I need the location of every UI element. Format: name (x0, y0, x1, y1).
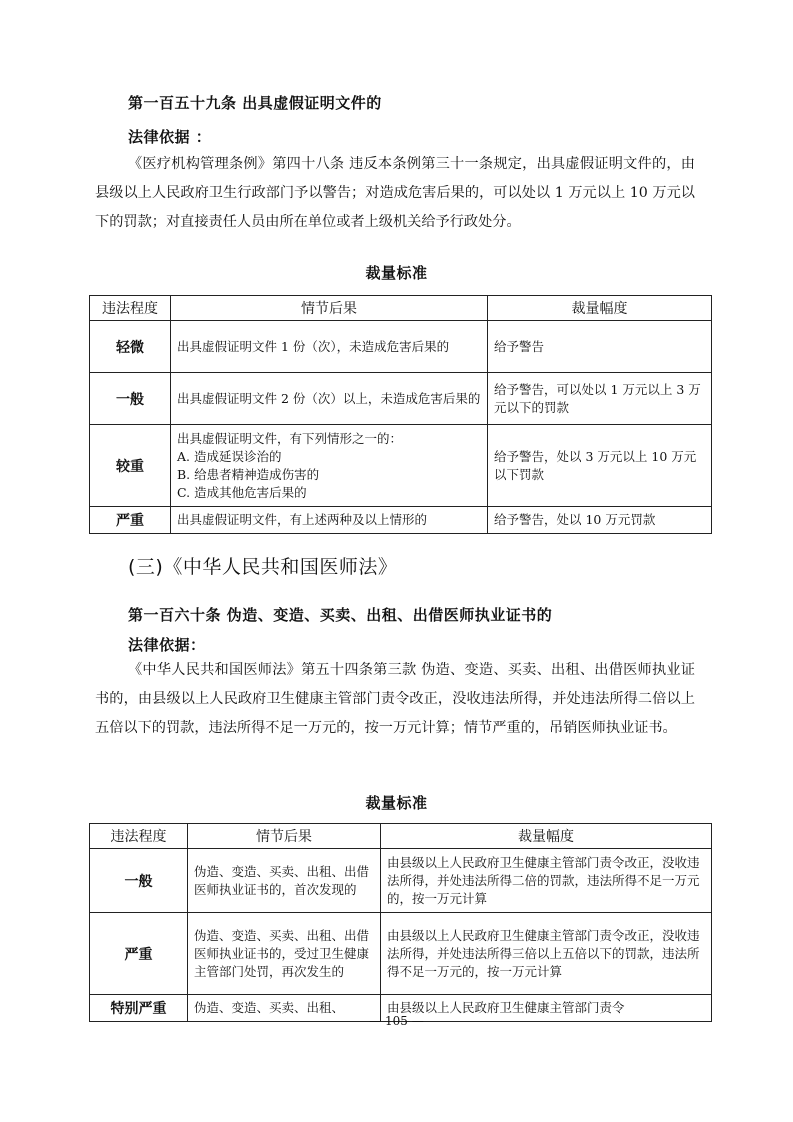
circumstance-line: B. 给患者精神造成伤害的 (177, 466, 320, 482)
row-level: 特别严重 (90, 995, 188, 1022)
row-circumstance: 出具虚假证明文件，有上述两种及以上情形的 (171, 507, 488, 534)
table-row (90, 321, 712, 373)
header-circumstance: 情节后果 (188, 824, 381, 849)
row-level: 严重 (90, 913, 188, 995)
row-level: 轻微 (90, 321, 171, 373)
row-level: 一般 (90, 373, 171, 425)
row-level: 较重 (90, 425, 171, 507)
row-circumstance: 伪造、变造、买卖、出租、 (188, 995, 381, 1022)
row-level: 一般 (90, 849, 188, 913)
row-circumstance-list (171, 425, 488, 507)
row-penalty: 由县级以上人民政府卫生健康主管部门责令改正，没收违法所得，并处违法所得二倍的罚款，违法所得不足一万元的，按一万元计算 (381, 849, 712, 913)
table-row (90, 373, 712, 425)
header-penalty: 裁量幅度 (381, 824, 712, 849)
row-level: 严重 (90, 507, 171, 534)
article-159-basis-label: 法律依据 ： (128, 128, 212, 146)
table-row (90, 425, 712, 507)
article-159-discretion-table (89, 295, 712, 534)
page-number: — 105 — (369, 1014, 424, 1028)
header-level: 违法程度 (90, 824, 188, 849)
table-row (90, 913, 712, 995)
article-159-table-caption: 裁量标准 (365, 264, 428, 282)
header-level: 违法程度 (90, 296, 171, 321)
circumstance-line: C. 造成其他危害后果的 (177, 484, 307, 500)
table-header-row (90, 824, 712, 849)
article-160-table-caption: 裁量标准 (365, 794, 428, 812)
row-circumstance: 出具虚假证明文件 1 份（次），未造成危害后果的 (171, 321, 488, 373)
row-penalty: 给予警告，处以 3 万元以上 10 万元以下罚款 (488, 425, 712, 507)
row-penalty: 由县级以上人民政府卫生健康主管部门责令改正，没收违法所得，并处违法所得三倍以上五倍以下的罚款，违法所得不足一万元的，按一万元计算 (381, 913, 712, 995)
table-row (90, 849, 712, 913)
circumstance-line: A. 造成延误诊治的 (177, 448, 282, 464)
article-159-basis-text: 《医疗机构管理条例》第四十八条 违反本条例第三十一条规定，出具虚假证明文件的，由县级以上人民政府卫生行政部门予以警告；对造成危害后果的，可以处以 1 万元以上 10 万元以下的罚款；对直接责任人员由所在单位或者上级机关给予行政处分。 (95, 156, 695, 230)
row-circumstance: 伪造、变造、买卖、出租、出借医师执业证书的，受过卫生健康主管部门处罚，再次发生的 (188, 913, 381, 995)
article-159-title: 第一百五十九条 出具虚假证明文件的 (128, 94, 382, 112)
row-circumstance: 出具虚假证明文件 2 份（次）以上，未造成危害后果的 (171, 373, 488, 425)
table-header-row (90, 296, 712, 321)
header-penalty: 裁量幅度 (488, 296, 712, 321)
article-160-basis-label: 法律依据： (128, 636, 206, 654)
row-penalty: 给予警告 (488, 321, 712, 373)
header-circumstance: 情节后果 (171, 296, 488, 321)
row-penalty: 给予警告，可以处以 1 万元以上 3 万元以下的罚款 (488, 373, 712, 425)
article-160-title: 第一百六十条 伪造、变造、买卖、出租、出借医师执业证书的 (128, 606, 553, 624)
row-penalty: 给予警告，处以 10 万元罚款 (488, 507, 712, 534)
row-circumstance: 伪造、变造、买卖、出租、出借医师执业证书的，首次发现的 (188, 849, 381, 913)
article-160-basis-text: 《中华人民共和国医师法》第五十四条第三款 伪造、变造、买卖、出租、出借医师执业证书的，由县级以上人民政府卫生健康主管部门责令改正，没收违法所得，并处违法所得二倍以上五倍以下的罚款，违法所得不足一万元的，按一万元计算；情节严重的，吊销医师执业证书。 (95, 662, 695, 736)
article-160-discretion-table (89, 823, 712, 1022)
table-row (90, 507, 712, 534)
circumstance-line: 出具虚假证明文件，有下列情形之一的： (177, 430, 403, 446)
section-3-title: (三)《中华人民共和国医师法》 (128, 556, 398, 578)
row-penalty: 由县级以上人民政府卫生健康主管部门责令 (381, 995, 712, 1022)
